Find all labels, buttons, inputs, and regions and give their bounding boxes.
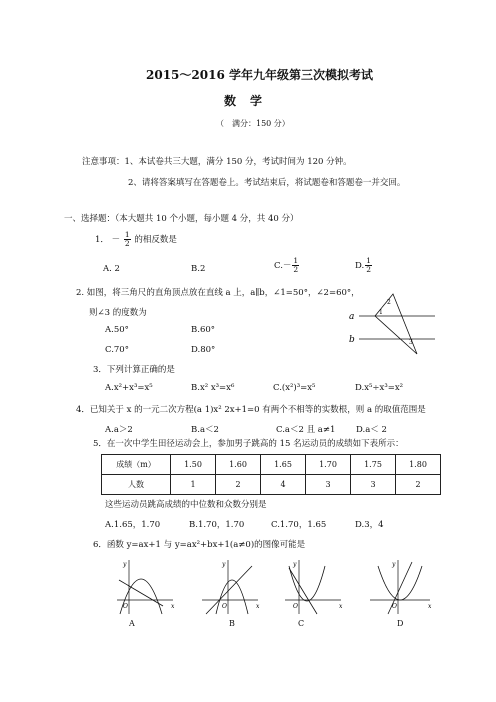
q3-option-a: A.x²+x³=x⁵: [105, 383, 153, 393]
table-cell: 3: [351, 475, 396, 495]
q4-option-b: B.a＜2: [191, 425, 219, 435]
q2-option-d: D.80°: [191, 345, 216, 355]
svg-text:y: y: [222, 561, 226, 568]
question-1: [95, 231, 177, 248]
table-cell: 1: [171, 475, 216, 495]
svg-text:O: O: [123, 603, 128, 610]
exam-subject: 数学: [224, 94, 277, 108]
q2-option-a: A.50°: [105, 325, 129, 335]
table-cell: 1.50: [171, 455, 216, 475]
q1-d-den: 2: [366, 265, 371, 274]
q6-stem: 6．函数 y=ax+1 与 y=ax²+bx+1(a≠0)的图像可能是: [93, 540, 306, 550]
svg-text:x: x: [339, 603, 343, 610]
table-cell: 2: [216, 475, 261, 495]
q1-option-d: [355, 257, 373, 274]
q6-graph-c: [283, 556, 347, 618]
section-heading: 一、选择题：（本大题共 10 个小题，每小题 4 分，共 40 分）: [64, 214, 299, 224]
q5-option-d: D.3，4: [355, 520, 384, 530]
q1-stem: 的相反数是: [134, 235, 177, 245]
svg-text:y: y: [123, 561, 127, 568]
q2-figure: [345, 288, 440, 358]
q1-frac-den: 2: [124, 239, 130, 248]
table-cell: 1.70: [306, 455, 351, 475]
q6-graph-d: [368, 556, 434, 618]
q3-option-b: B.x² x³=x⁶: [191, 383, 235, 393]
angle-1: 1: [379, 309, 383, 316]
q1-c-fraction: [292, 257, 299, 274]
q1-c-den: 2: [293, 265, 299, 274]
angle-3: 3: [409, 339, 413, 346]
q1-option-a: A. 2: [103, 264, 120, 274]
q1-c-prefix: C.－: [274, 261, 292, 271]
q1-frac-num: 1: [124, 230, 130, 239]
table-row-counts: [102, 475, 441, 495]
q4-option-a: A.a＞2: [105, 425, 133, 435]
q6-graph-b: [200, 556, 264, 618]
q4-option-c: C.a＜2 且 a≠1: [276, 425, 336, 435]
svg-text:O: O: [392, 603, 397, 610]
q5-stem-2: 这些运动员跳高成绩的中位数和众数分别是: [105, 500, 267, 510]
table-cell: 2: [396, 475, 441, 495]
q1-option-c: [274, 257, 300, 274]
svg-text:O: O: [222, 603, 227, 610]
exam-title: 2015～2016 学年九年级第三次模拟考试: [146, 68, 373, 82]
score-note: （ 满分：150 分）: [216, 119, 290, 128]
q2-option-c: C.70°: [105, 345, 129, 355]
label-a: a: [349, 312, 355, 322]
q5-option-a: A.1.65，1.70: [105, 520, 161, 530]
table-cell: 3: [306, 475, 351, 495]
table-cell: 1.80: [396, 455, 441, 475]
q5-stem: 5．在一次中学生田径运动会上，参加男子跳高的 15 名运动员的成绩如下表所示：: [93, 439, 404, 449]
svg-text:O: O: [293, 603, 298, 610]
q6-label-b: B: [229, 619, 235, 628]
q6-label-a: A: [129, 619, 135, 628]
q2-stem: 2. 如图，将三角尺的直角顶点放在直线 a 上，a∥b，∠1=50°，∠2=60°，: [76, 288, 360, 298]
q2-stem-2: 则∠3 的度数为: [89, 308, 147, 318]
table-cell: 1.75: [351, 455, 396, 475]
q1-minus: －: [111, 235, 121, 245]
q6-label-d: D: [397, 619, 404, 628]
table-cell: 1.60: [216, 455, 261, 475]
q4-stem: 4．已知关于 x 的一元二次方程(a 1)x² 2x+1=0 有两个不相等的实数根，则 a 的取值范围是: [76, 405, 426, 415]
table-row-scores: [102, 455, 441, 475]
q3-stem: 3．下列计算正确的是: [93, 365, 175, 375]
table-cell: 成绩（m）: [102, 455, 171, 475]
svg-text:y: y: [392, 561, 396, 568]
q2-option-b: B.60°: [191, 325, 216, 335]
notice-line-1: 注意事项：1、本试卷共三大题，满分 150 分，考试时间为 120 分钟。: [82, 157, 352, 167]
svg-text:x: x: [171, 603, 175, 610]
svg-text:x: x: [256, 603, 260, 610]
q3-option-c: C.(x²)³=x⁵: [273, 383, 316, 393]
q4-option-d: D.a＜ 2: [356, 425, 387, 435]
svg-text:x: x: [428, 603, 432, 610]
q5-option-c: C.1.70，1.65: [271, 520, 327, 530]
table-cell: 4: [261, 475, 306, 495]
svg-text:y: y: [293, 561, 297, 568]
q1-d-num: 1: [366, 256, 371, 265]
q1-d-prefix: D.: [355, 261, 365, 271]
q6-label-c: C: [298, 619, 305, 628]
angle-2: 2: [387, 299, 391, 306]
q1-d-fraction: [365, 257, 372, 274]
q5-option-b: B.1.70，1.70: [189, 520, 245, 530]
table-cell: 1.65: [261, 455, 306, 475]
label-b: b: [349, 335, 355, 345]
q3-option-d: D.x⁵÷x³=x²: [355, 383, 404, 393]
q1-number: 1．: [95, 235, 109, 245]
table-cell: 人数: [102, 475, 171, 495]
q1-fraction: [124, 231, 131, 248]
q1-option-b: B.2: [191, 264, 206, 274]
notice-line-2: 2、请将答案填写在答题卷上。考试结束后，将试题卷和答题卷一并交回。: [128, 178, 406, 188]
scores-table: [101, 454, 441, 495]
q1-c-num: 1: [293, 256, 299, 265]
q6-graph-a: [115, 556, 179, 618]
